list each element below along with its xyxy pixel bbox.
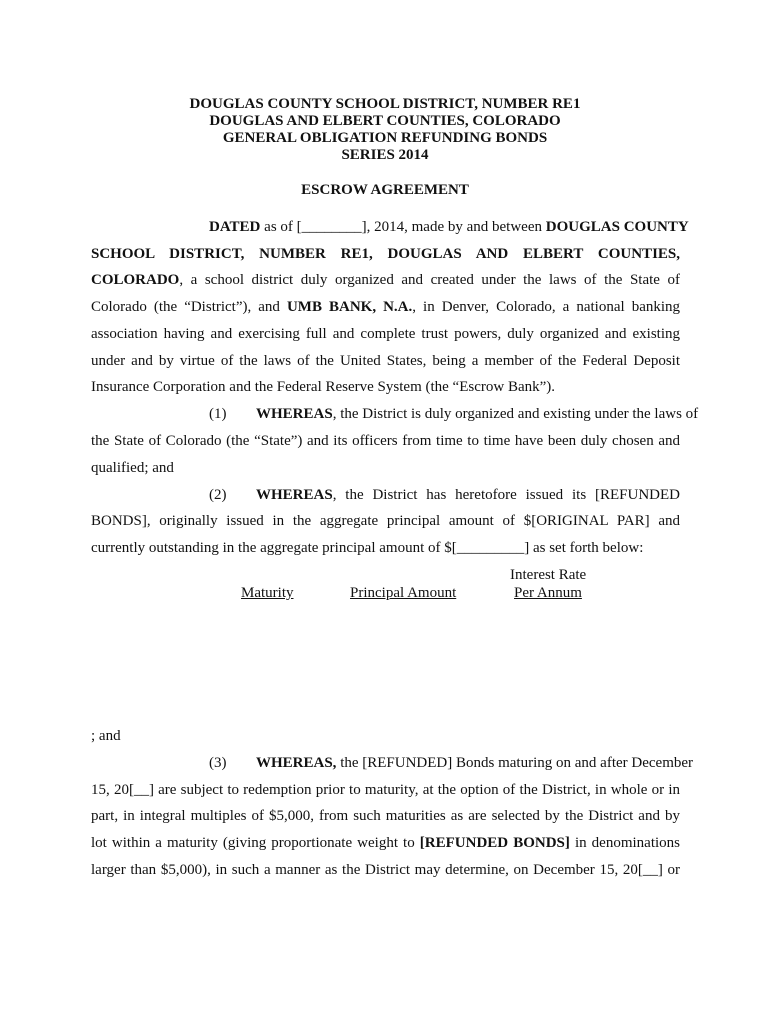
intro-line-1: DATED as of [________], 2014, made by and between DOUGLAS COUNTY bbox=[209, 219, 689, 235]
recital-2-line-2: BONDS], originally issued in the aggregate principal amount of $[ORIGINAL PAR] and bbox=[91, 513, 680, 529]
per-annum-header: Per Annum bbox=[514, 585, 582, 601]
intro-line-2: SCHOOL DISTRICT, NUMBER RE1, DOUGLAS AND ELBERT COUNTIES, bbox=[91, 246, 680, 262]
dated-label: DATED bbox=[209, 219, 261, 235]
intro-line-5: association having and exercising full and complete trust powers, duly organized and existing bbox=[91, 326, 680, 342]
recital-1-line-2: the State of Colorado (the “State”) and its officers from time to time have been duly chosen and bbox=[91, 433, 680, 449]
recital-1-line-3: qualified; and bbox=[91, 460, 174, 476]
recital-1-line-1: (1) WHEREAS, the District is duly organized and existing under the laws of bbox=[209, 406, 699, 422]
recital-2-line-3: currently outstanding in the aggregate principal amount of $[_________] as set forth below: bbox=[91, 540, 644, 556]
recital-3-line-3: part, in integral multiples of $5,000, from such maturities as are selected by the District and by bbox=[91, 808, 680, 824]
recital-2-number: (2) bbox=[209, 487, 227, 503]
recital-1-number: (1) bbox=[209, 406, 227, 422]
intro-line-4: Colorado (the “District”), and UMB BANK, N.A., in Denver, Colorado, a national banking bbox=[91, 299, 681, 315]
recital-3-number: (3) bbox=[209, 755, 227, 771]
document-title: ESCROW AGREEMENT bbox=[301, 182, 469, 198]
heading-line-3: GENERAL OBLIGATION REFUNDING BONDS bbox=[222, 130, 548, 146]
intro-line-3: COLORADO, a school district duly organized and created under the laws of the State of bbox=[91, 272, 680, 288]
heading-line-4: SERIES 2014 bbox=[341, 147, 429, 163]
intro-line-6: under and by virtue of the laws of the United States, being a member of the Federal Deposit bbox=[91, 353, 680, 369]
intro-line-7: Insurance Corporation and the Federal Reserve System (the “Escrow Bank”). bbox=[91, 379, 556, 395]
heading-line-1: DOUGLAS COUNTY SCHOOL DISTRICT, NUMBER RE1 bbox=[189, 96, 581, 112]
principal-amount-header: Principal Amount bbox=[350, 585, 457, 601]
recital-3-line-4: lot within a maturity (giving proportionate weight to [REFUNDED BONDS] in denominations bbox=[91, 835, 680, 851]
heading-line-2: DOUGLAS AND ELBERT COUNTIES, COLORADO bbox=[209, 113, 561, 129]
recital-2-line-1: (2) WHEREAS, the District has heretofore issued its [REFUNDED bbox=[209, 487, 680, 503]
recital-3-line-2: 15, 20[__] are subject to redemption prior to maturity, at the option of the District, in whole or in bbox=[91, 782, 680, 798]
document-heading bbox=[0, 96, 770, 164]
and-text: ; and bbox=[91, 728, 121, 744]
maturity-header: Maturity bbox=[241, 585, 294, 601]
recital-3-line-1: (3) WHEREAS, the [REFUNDED] Bonds maturing on and after December bbox=[209, 755, 694, 771]
interest-rate-header: Interest Rate bbox=[510, 567, 587, 583]
recital-3-line-5: larger than $5,000), in such a manner as the District may determine, on December 15, 20[__] or bbox=[91, 862, 680, 878]
